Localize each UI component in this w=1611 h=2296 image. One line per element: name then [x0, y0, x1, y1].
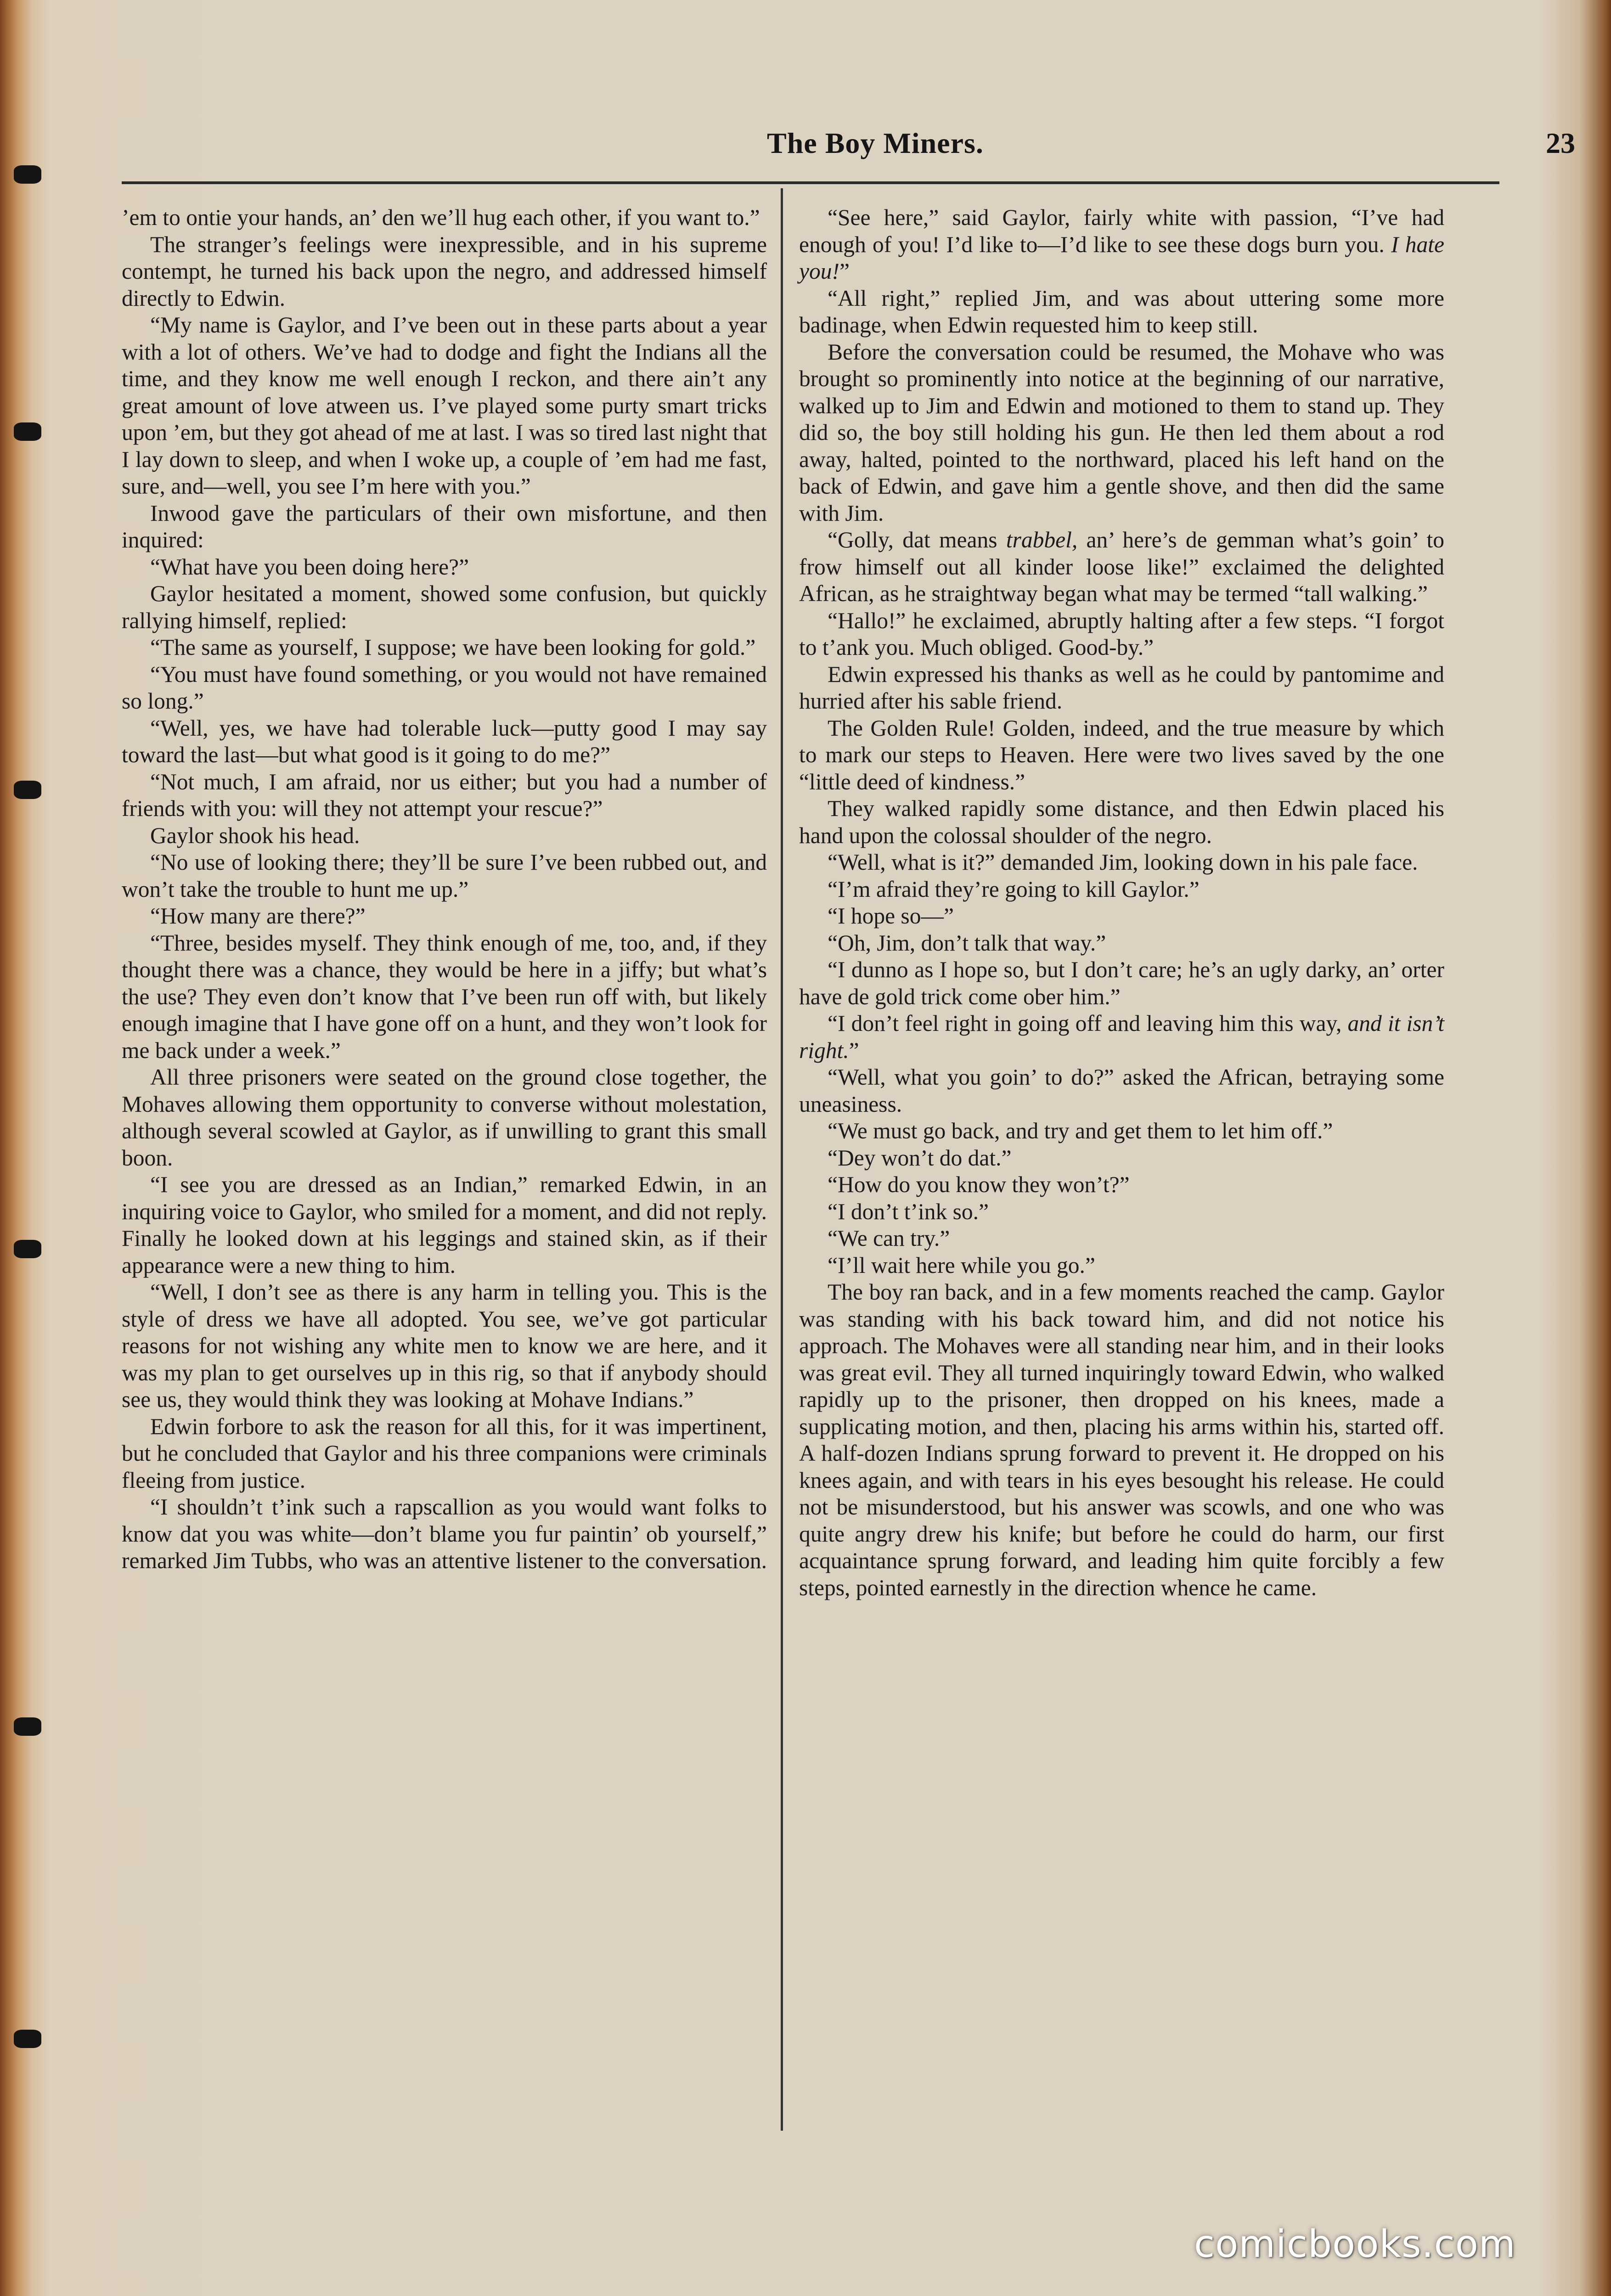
paragraph-text: “Golly, dat means: [828, 527, 997, 552]
paragraph-text: “I don’t feel right in going off and leaving him this way,: [828, 1011, 1342, 1036]
paragraph: “We must go back, and try and get them to let him off.”: [828, 1118, 1333, 1143]
paragraph: Gaylor hesitated a moment, showed some confusion, but quickly rallying himself, replied:: [122, 581, 767, 633]
running-title: The Boy Miners.: [767, 127, 984, 159]
paragraph: “How do you know they won’t?”: [828, 1172, 1130, 1197]
paragraph: [799, 527, 1444, 608]
paragraph: “I’ll wait here while you go.”: [828, 1252, 1095, 1278]
page-number: 23: [1546, 127, 1575, 159]
italic-text: I hate you!: [799, 231, 1444, 284]
paragraph: “What have you been doing here?”: [150, 554, 469, 580]
binding-stitch: [14, 781, 41, 799]
binding-stitch: [14, 1717, 41, 1736]
paragraph: ’em to ontie your hands, an’ den we’ll hug each other, if you want to.”: [122, 205, 760, 230]
paragraph: Inwood gave the particulars of their own misfortune, and then inquired:: [122, 500, 767, 552]
paragraph-text: “See here,” said Gaylor, fairly white with passion, “I’ve had enough of you! I’d like to—I’d like to see these dogs burn you.: [799, 205, 1444, 257]
binding-stitch: [14, 2030, 41, 2048]
paragraph: The stranger’s feelings were inexpressible, and in his supreme contempt, he turned his back upon the negro, and addressed himself directly to Edwin.: [122, 231, 767, 311]
paragraph: “My name is Gaylor, and I’ve been out in these parts about a year with a lot of others. We’ve had to dodge and fight the Indians all the time, and they know me well enough I reckon, and there ain’t any great amount of love atween us. I’ve played some purty smart tricks upon ’em, but they got ahead of me at last. I was so tired last night that I lay down to sleep, and when I woke up, a couple of ’em had me fast, sure, and—well, you see I’m here with you.”: [122, 312, 767, 499]
paragraph: “I shouldn’t t’ink such a rapscallion as you would want folks to know dat you was white—don’t blame you fur paintin’ ob yourself,” remarked Jim Tubbs, who was an attentive listener to the conversation.: [122, 1494, 767, 1573]
paragraph: “No use of looking there; they’ll be sure I’ve been rubbed out, and won’t take the trouble to hunt me up.”: [122, 850, 767, 902]
paragraph: “All right,” replied Jim, and was about uttering some more badinage, when Edwin requested him to keep still.: [799, 285, 1444, 338]
paragraph: “Well, what is it?” demanded Jim, looking down in his pale face.: [828, 850, 1418, 875]
paragraph: “Three, besides myself. They think enough of me, too, and, if they thought there was a chance, they would be here in a jiffy; but what’s the use? They even don’t know that I’ve been run off with, but likely enough imagine that I have gone off on a hunt, and they won’t look for me back under a week.”: [122, 930, 767, 1063]
paragraph: “How many are there?”: [150, 903, 366, 929]
binding-stitch: [14, 165, 41, 184]
paragraph: “Hallo!” he exclaimed, abruptly halting after a few steps. “I forgot to t’ank you. Much obliged. Good-by.”: [799, 608, 1444, 660]
paragraph: “Well, yes, we have had tolerable luck—putty good I may say toward the last—but what good is it going to do me?”: [122, 715, 767, 767]
page-header: [703, 122, 1575, 172]
paragraph: “I hope so—”: [828, 903, 954, 929]
paragraph: “I don’t feel right in going off and leaving him this way, and it isn’t right.”: [799, 1011, 1444, 1063]
binding-stitch: [14, 422, 41, 441]
paragraph: “I dunno as I hope so, but I don’t care; he’s an ugly darky, an’ orter have de gold trick come ober him.”: [799, 957, 1444, 1009]
paragraph: “Not much, I am afraid, nor us either; but you had a number of friends with you: will they not attempt your rescue?”: [122, 769, 767, 821]
paragraph: Before the conversation could be resumed, the Mohave who was brought so prominently into notice at the beginning of our narrative, walked up to Jim and Edwin and motioned to them to stand up. They did so, the boy still holding his gun. He then led them about a rod away, halted, pointed to the northward, placed his left hand on the back of Edwin, and gave him a gentle shove, and then did the same with Jim.: [799, 339, 1444, 526]
paragraph: “See here,” said Gaylor, fairly white with passion, “I’ve had enough of you! I’d like to—I’d like to see these dogs burn you. I hate you!”: [799, 205, 1444, 284]
paragraph: “I’m afraid they’re going to kill Gaylor.”: [828, 876, 1200, 902]
paragraph: “Well, I don’t see as there is any harm in telling you. This is the style of dress we have all adopted. You see, we’ve got particular reasons for not wishing any white men to know we are here, and it was my plan to get ourselves up in this rig, so that if anybody should see us, they would think they was looking at Mohave Indians.”: [122, 1279, 767, 1412]
paragraph: “We can try.”: [828, 1226, 950, 1251]
paragraph: Edwin expressed his thanks as well as he could by pantomime and hurried after his sable friend.: [799, 661, 1444, 714]
paragraph: “Well, what you goin’ to do?” asked the African, betraying some uneasiness.: [799, 1064, 1444, 1117]
watermark: comicbooks.com: [1194, 2223, 1516, 2266]
paragraph: “Oh, Jim, don’t talk that way.”: [828, 930, 1106, 956]
paragraph: “I don’t t’ink so.”: [828, 1199, 989, 1224]
paragraph: The boy ran back, and in a few moments reached the camp. Gaylor was standing with his back toward him, and did not notice his approach. The Mohaves were all standing near him, and in their looks was great evil. They all turned inquiringly toward Edwin, who walked rapidly up to the prisoner, then dropped on his knees, made a supplicating motion, and then, placing his arms within his, started off. A half-dozen Indians sprung forward to prevent it. He dropped on his knees again, and with tears in his eyes besought his release. He could not be misunderstood, but his answer was scowls, and one who was quite angry drew his knife; but before he could do harm, our first acquaintance sprung forward, and leading him quite forcibly a few steps, pointed earnestly in the direction whence he came.: [799, 1279, 1444, 1600]
paragraph: Edwin forbore to ask the reason for all this, for it was impertinent, but he concluded that Gaylor and his three companions were criminals fleeing from justice.: [122, 1413, 767, 1493]
paragraph: “I see you are dressed as an Indian,” remarked Edwin, in an inquiring voice to Gaylor, who smiled for a moment, and did not reply. Finally he looked down at his leggings and stained skin, as if their appearance were a new thing to him.: [122, 1172, 767, 1278]
paragraph: The Golden Rule! Golden, indeed, and the true measure by which to mark our steps to Heaven. Here were two lives saved by the one “little deed of kindness.”: [799, 715, 1444, 794]
paragraph: “You must have found something, or you would not have remained so long.”: [122, 661, 767, 714]
paragraph: They walked rapidly some distance, and then Edwin placed his hand upon the colossal shoulder of the negro.: [799, 796, 1444, 848]
paragraph: All three prisoners were seated on the ground close together, the Mohaves allowing them opportunity to converse without molestation, although several scowled at Gaylor, as if unwilling to grant this small boon.: [122, 1064, 767, 1171]
left-column: [122, 204, 767, 1575]
italic-text: trabbel,: [1006, 527, 1078, 552]
italic-text: and it isn’t right.: [799, 1011, 1444, 1063]
paragraph: “The same as yourself, I suppose; we have been looking for gold.”: [150, 635, 756, 660]
right-column: [799, 204, 1444, 1601]
paragraph-text: an’ here’s de gemman what’s goin’ to frow himself out all kinder loose like!” exclaimed the delighted African, as he straightway began what may be termed “tall walking.”: [799, 527, 1444, 606]
header-rule: [122, 181, 1499, 184]
paragraph: “Dey won’t do dat.”: [828, 1145, 1012, 1171]
paragraph: Gaylor shook his head.: [150, 822, 360, 848]
column-divider: [781, 188, 783, 2131]
binding-stitch: [14, 1240, 41, 1258]
